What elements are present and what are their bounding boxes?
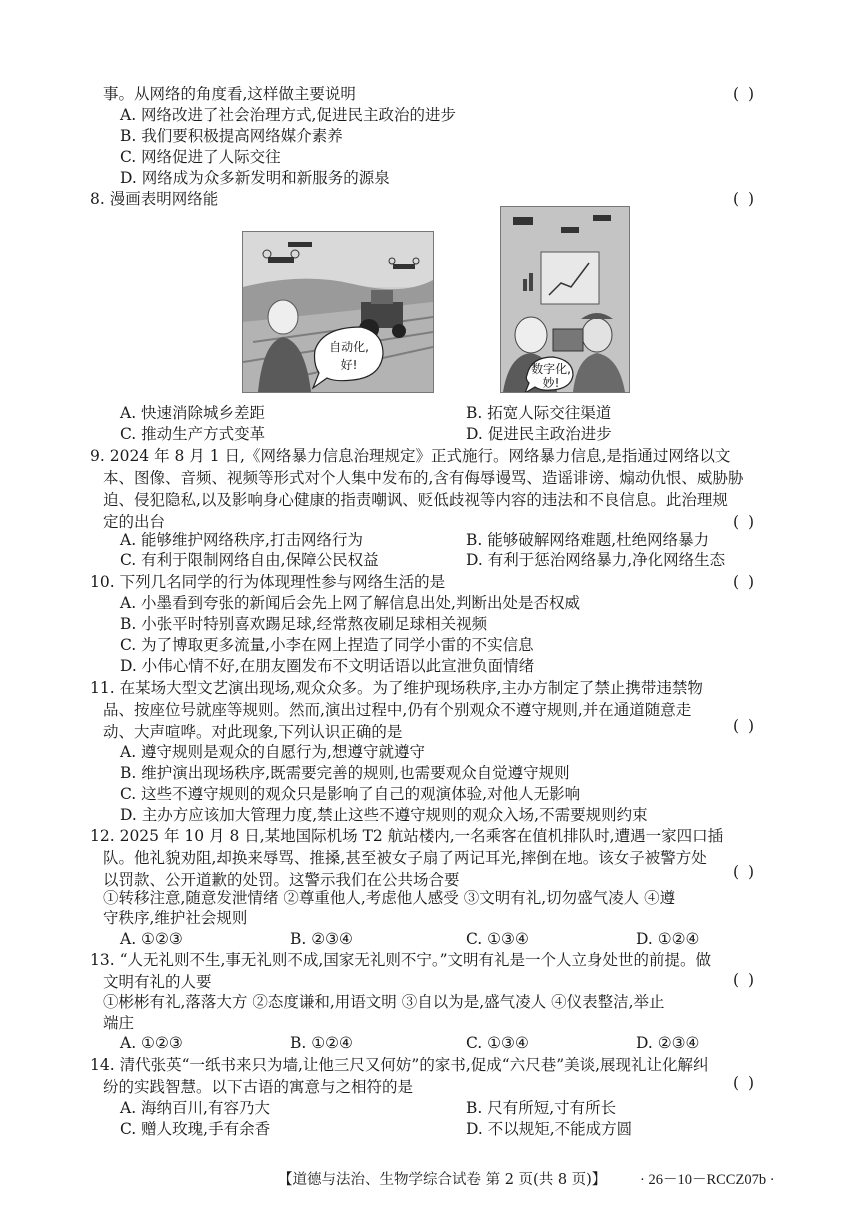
q9-stem-line3: 迫、侵犯隐私,以及影响身心健康的指责嘲讽、贬低歧视等内容的违法和不良信息。此治理规	[103, 491, 728, 509]
q11-stem-line3: 动、大声喧哗。对此现象,下列认识正确的是	[103, 723, 403, 741]
cartoon1-bubble-line2: 好!	[340, 358, 358, 372]
q14-option-d: D. 不以规矩,不能成方圆	[466, 1120, 633, 1138]
q9-option-d: D. 有利于惩治网络暴力,净化网络生态	[466, 551, 726, 569]
q12-answer-paren: ( )	[733, 863, 757, 881]
cartoon-automation	[242, 231, 434, 393]
q11-stem-line1: 11. 在某场大型文艺演出现场,观众众多。为了维护现场秩序,主办方制定了禁止携带违禁物	[90, 679, 703, 697]
q10-option-d: D. 小伟心情不好,在朋友圈发布不文明话语以此宣泄负面情绪	[120, 657, 535, 675]
q13-stem-line2: 文明有礼的人要	[103, 973, 212, 991]
q11-stem-line2: 品、按座位号就座等规则。然而,演出过程中,仍有个别观众不遵守规则,并在通道随意走	[103, 701, 692, 719]
q12-stem-line1: 12. 2025 年 10 月 8 日,某地国际机场 T2 航站楼内,一名乘客在值机排队时,遭遇一家四口插	[90, 827, 724, 845]
q7-option-b: B. 我们要积极提高网络媒介素养	[120, 127, 343, 145]
q13-stem-line1: 13. “人无礼则不生,事无礼则不成,国家无礼则不宁。”文明有礼是一个人立身处世的前提。做	[90, 951, 712, 969]
q10-answer-paren: ( )	[733, 573, 757, 591]
q14-option-a: A. 海纳百川,有容乃大	[120, 1099, 270, 1117]
cartoon2-bubble-line1: 数字化,	[531, 362, 571, 376]
q10-stem: 10. 下列几名同学的行为体现理性参与网络生活的是	[90, 573, 446, 591]
q8-stem: 8. 漫画表明网络能	[90, 190, 219, 208]
q12-option-a: A. ①②③	[120, 930, 183, 948]
q13-answer-paren: ( )	[733, 971, 757, 989]
q12-option-d: D. ①②④	[636, 930, 700, 948]
cartoon-digitalization	[500, 206, 630, 393]
q8-option-a: A. 快速消除城乡差距	[120, 404, 266, 422]
q8-answer-paren: ( )	[733, 190, 757, 208]
q12-items-line1: ①转移注意,随意发泄情绪 ②尊重他人,考虑他人感受 ③文明有礼,切勿盛气凌人 ④遵	[103, 889, 676, 907]
q7-option-d: D. 网络成为众多新发明和新服务的源泉	[120, 169, 390, 187]
q11-option-d: D. 主办方应该加大管理力度,禁止这些不遵守规则的观众入场,不需要规则约束	[120, 806, 648, 824]
q13-option-d: D. ②③④	[636, 1034, 700, 1052]
q14-option-b: B. 尺有所短,寸有所长	[466, 1099, 617, 1117]
q12-stem-line3: 以罚款、公开道歉的处罚。这警示我们在公共场合要	[103, 871, 460, 889]
q14-stem-line1: 14. 清代张英“一纸书来只为墙,让他三尺又何妨”的家书,促成“六尺巷”美谈,展现礼让化解纠	[90, 1056, 709, 1074]
q9-option-b: B. 能够破解网络难题,杜绝网络暴力	[466, 531, 710, 549]
q13-option-b: B. ①②④	[290, 1034, 353, 1052]
cartoon-automation-drawing	[243, 232, 433, 392]
q14-option-c: C. 赠人玫瑰,手有余香	[120, 1120, 271, 1138]
q7-stem-tail: 事。从网络的角度看,这样做主要说明	[103, 85, 356, 103]
cartoon-digitalization-drawing	[501, 207, 629, 392]
q13-option-a: A. ①②③	[120, 1034, 183, 1052]
q7-option-a: A. 网络改进了社会治理方式,促进民主政治的进步	[120, 106, 456, 124]
q13-option-c: C. ①③④	[466, 1034, 529, 1052]
cartoon1-bubble-line1: 自动化,	[329, 340, 369, 354]
q13-items-line1: ①彬彬有礼,落落大方 ②态度谦和,用语文明 ③自以为是,盛气凌人 ④仪表整洁,举止	[103, 993, 665, 1011]
q10-option-c: C. 为了博取更多流量,小李在网上捏造了同学小雷的不实信息	[120, 636, 534, 654]
q11-option-c: C. 这些不遵守规则的观众只是影响了自己的观演体验,对他人无影响	[120, 785, 581, 803]
q12-option-b: B. ②③④	[290, 930, 353, 948]
q12-stem-line2: 队。他礼貌劝阻,却换来辱骂、推搡,甚至被女子扇了两记耳光,摔倒在地。该女子被警方处	[103, 849, 707, 867]
q8-option-b: B. 拓宽人际交往渠道	[466, 404, 612, 422]
page-footer-code: · 26－10－RCCZ07b ·	[640, 1172, 775, 1188]
q9-option-c: C. 有利于限制网络自由,保障公民权益	[120, 551, 379, 569]
q7-answer-paren: ( )	[733, 85, 757, 103]
q9-stem-line1: 9. 2024 年 8 月 1 日,《网络暴力信息治理规定》正式施行。网络暴力信息,是指通过网络以文	[90, 447, 731, 465]
q11-option-a: A. 遵守规则是观众的自愿行为,想遵守就遵守	[120, 743, 425, 761]
q10-option-b: B. 小张平时特别喜欢踢足球,经常熬夜刷足球相关视频	[120, 615, 488, 633]
q8-option-d: D. 促进民主政治进步	[466, 425, 612, 443]
q11-option-b: B. 维护演出现场秩序,既需要完善的规则,也需要观众自觉遵守规则	[120, 764, 570, 782]
q12-items-line2: 守秩序,维护社会规则	[103, 909, 248, 927]
q10-option-a: A. 小墨看到夸张的新闻后会先上网了解信息出处,判断出处是否权威	[120, 594, 580, 612]
q9-stem-line4: 定的出台	[103, 513, 166, 531]
q13-items-line2: 端庄	[103, 1014, 135, 1032]
q9-answer-paren: ( )	[733, 513, 757, 531]
q12-option-c: C. ①③④	[466, 930, 529, 948]
q7-option-c: C. 网络促进了人际交往	[120, 148, 281, 166]
q9-stem-line2: 本、图像、音频、视频等形式对个人集中发布的,含有侮辱谩骂、造谣诽谤、煽动仇恨、威胁胁	[103, 469, 744, 487]
q9-option-a: A. 能够维护网络秩序,打击网络行为	[120, 531, 363, 549]
q14-stem-line2: 纷的实践智慧。以下古语的寓意与之相符的是	[103, 1078, 414, 1096]
q8-option-c: C. 推动生产方式变革	[120, 425, 266, 443]
page-footer-title: 【道德与法治、生物学综合试卷 第 2 页(共 8 页)】	[278, 1172, 607, 1188]
q11-answer-paren: ( )	[733, 717, 757, 735]
q14-answer-paren: ( )	[733, 1074, 757, 1092]
cartoon2-bubble-line2: 妙!	[542, 376, 560, 390]
